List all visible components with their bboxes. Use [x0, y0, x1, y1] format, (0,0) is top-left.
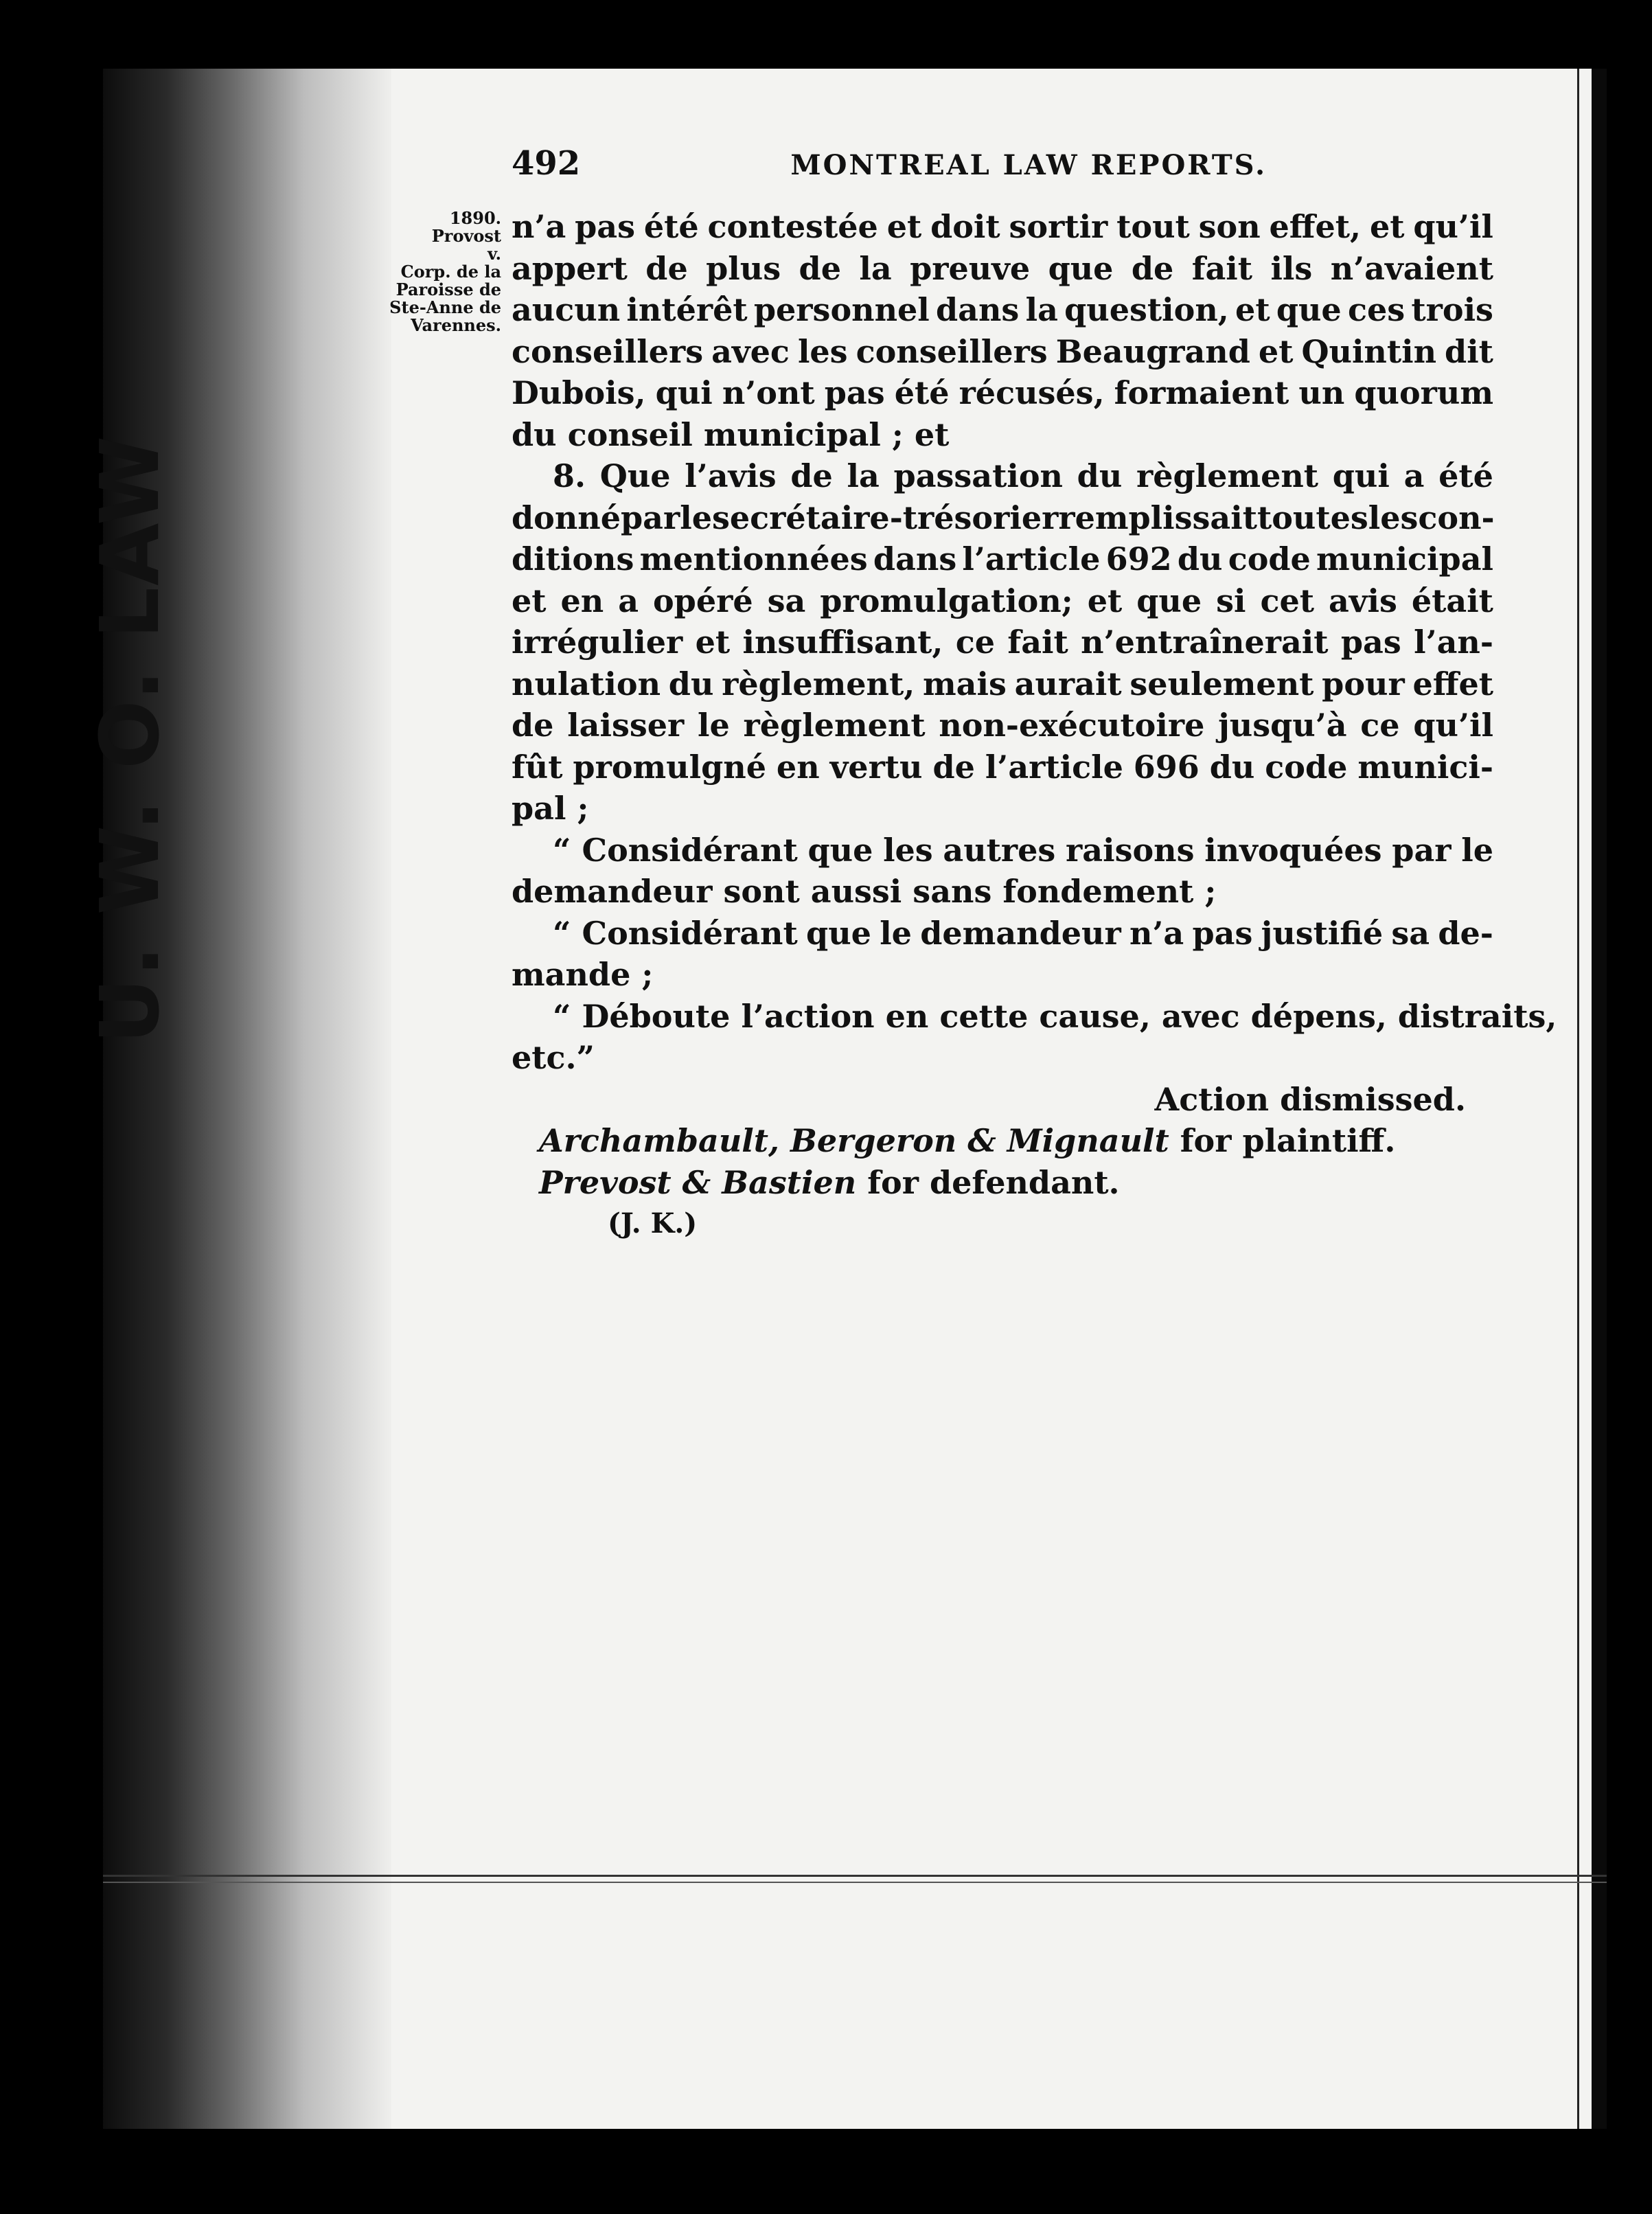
word: les: [883, 831, 933, 869]
margin-note-line: Paroisse de: [395, 279, 501, 299]
text-line: [512, 248, 1493, 290]
word: demandeur: [920, 914, 1121, 952]
word: du conseil municipal ; et: [512, 415, 950, 453]
word: formaient: [1114, 374, 1289, 411]
word: code: [1228, 540, 1311, 578]
text-line: [512, 1037, 1493, 1079]
word: fait: [1007, 624, 1068, 661]
word: avis: [1329, 582, 1397, 619]
result-text: Action dismissed.: [1154, 1080, 1466, 1118]
word: que: [1276, 291, 1342, 328]
word: et: [512, 582, 547, 619]
word: plus: [706, 249, 781, 287]
word: con-: [1418, 499, 1495, 536]
word: le: [680, 499, 712, 536]
word: règlement: [1136, 457, 1319, 494]
word: et: [1087, 582, 1123, 619]
word: irrégulier: [512, 624, 683, 661]
text-line: [512, 289, 1493, 331]
scan-artifact-rule: [103, 1875, 1607, 1877]
word: 8.: [553, 457, 586, 494]
word: dans: [936, 291, 1020, 328]
word: qu’il: [1413, 707, 1493, 744]
word: ditions: [512, 540, 634, 578]
word: munici-: [1357, 748, 1493, 786]
text-line: [512, 913, 1493, 955]
word: passation: [893, 457, 1063, 494]
margin-note-line: Ste-Anne de: [389, 297, 501, 317]
word: récusés,: [959, 374, 1105, 411]
word: conseillers: [856, 332, 1048, 370]
word: “ Considérant: [553, 914, 798, 952]
word: a: [618, 582, 639, 619]
word: du: [1209, 748, 1255, 786]
counsel-firm: Archambault, Bergeron & Mignault: [539, 1122, 1169, 1159]
text-line: [512, 621, 1493, 663]
word: toutes: [1257, 499, 1368, 536]
word: sa: [1391, 914, 1430, 952]
word: l’article: [985, 748, 1123, 786]
margin-note-line: Varennes.: [411, 315, 501, 335]
word: Beaugrand: [1055, 332, 1250, 370]
word: pas: [575, 208, 635, 245]
text-line: [512, 996, 1557, 1038]
text-line: [512, 538, 1493, 580]
word: par: [1392, 831, 1452, 869]
word: qui: [1332, 457, 1390, 494]
word: que: [807, 831, 873, 869]
word: fût: [512, 748, 563, 786]
word: Dubois,: [512, 374, 646, 411]
word: de: [790, 457, 833, 494]
result-line: [512, 1079, 1493, 1121]
word: preuve: [910, 249, 1031, 287]
page-number: 492: [512, 144, 581, 183]
word: conseillers: [512, 332, 704, 370]
text-line: [512, 746, 1493, 788]
word: ce: [955, 624, 996, 661]
word: pour: [1322, 665, 1405, 703]
word: doit: [930, 208, 1000, 245]
word: ces: [1347, 291, 1406, 328]
word: demandeur sont aussi sans fondement ;: [512, 873, 1217, 910]
word: n’avaient: [1330, 249, 1493, 287]
word: été: [894, 374, 950, 411]
word: dit: [1445, 332, 1493, 370]
word: était: [1411, 582, 1493, 619]
word: en: [776, 748, 820, 786]
word: raisons: [1066, 831, 1195, 869]
word: promulgné: [573, 748, 766, 786]
word: de: [932, 748, 975, 786]
word: tout: [1116, 208, 1190, 245]
word: aurait: [1014, 665, 1122, 703]
word: et: [695, 624, 731, 661]
word: le: [698, 707, 730, 744]
margin-note-line: v.: [487, 244, 501, 264]
word: et: [1258, 332, 1294, 370]
word: que: [1136, 582, 1202, 619]
word: et: [1369, 208, 1405, 245]
word: son: [1198, 208, 1261, 245]
word: que: [806, 914, 871, 952]
word: jusqu’à: [1218, 707, 1347, 744]
word: 692: [1105, 540, 1172, 578]
word: question,: [1064, 291, 1229, 328]
word: qu’il: [1413, 208, 1493, 245]
word: de: [799, 249, 841, 287]
word: n’ont: [722, 374, 815, 411]
word: du: [668, 665, 714, 703]
word: municipal: [1316, 540, 1493, 578]
word: qui: [655, 374, 713, 411]
margin-note-line: Corp. de la: [400, 262, 501, 282]
word: pas: [1340, 624, 1401, 661]
word: personnel: [753, 291, 930, 328]
word: de: [512, 707, 554, 744]
word: sa: [767, 582, 806, 619]
counsel-line: [512, 1120, 1493, 1162]
word: promulgation;: [820, 582, 1073, 619]
text-line: [512, 372, 1493, 414]
text-line: [512, 871, 1493, 913]
counsel-line: [512, 1162, 1493, 1204]
word: effet: [1412, 665, 1493, 703]
word: la: [847, 457, 880, 494]
margin-note-line: 1890.: [449, 208, 501, 228]
binding-gutter-shadow: [103, 69, 391, 2129]
word: mais: [923, 665, 1007, 703]
word: autres: [943, 831, 1056, 869]
word: laisser: [567, 707, 685, 744]
word: l’article: [962, 540, 1101, 578]
counsel-firm: Prevost & Bastien: [539, 1163, 857, 1201]
word: donné: [512, 499, 621, 536]
word: du: [1177, 540, 1223, 578]
word: que: [1048, 249, 1114, 287]
margin-note: [343, 209, 501, 334]
text-line: [512, 705, 1493, 746]
word: cet: [1260, 582, 1315, 619]
word: si: [1216, 582, 1246, 619]
word: opéré: [653, 582, 753, 619]
word: code: [1265, 748, 1348, 786]
word: règlement,: [722, 665, 915, 703]
word: insuffisant,: [742, 624, 943, 661]
word: ils: [1270, 249, 1313, 287]
word: mande ;: [512, 956, 654, 993]
margin-note-line: Provost: [431, 226, 501, 246]
word: du: [1077, 457, 1123, 494]
word: règlement: [743, 707, 926, 744]
word: par: [621, 499, 680, 536]
word: en: [560, 582, 604, 619]
word: le: [880, 914, 912, 952]
text-line: [512, 206, 1493, 248]
word: appert: [512, 249, 628, 287]
page-edge-shadow: [1592, 69, 1607, 2129]
word: sortir: [1009, 208, 1108, 245]
word: trois: [1411, 291, 1493, 328]
text-line: [512, 331, 1493, 373]
word: de: [1131, 249, 1174, 287]
journal-title: MONTREAL LAW REPORTS.: [790, 149, 1267, 181]
word: vertu: [829, 748, 923, 786]
word: n’entraînerait: [1081, 624, 1329, 661]
text-line: [512, 830, 1493, 871]
text-line: [512, 788, 1493, 830]
word: été: [643, 208, 699, 245]
word: l’avis: [685, 457, 777, 494]
text-line: [512, 663, 1493, 705]
word: justifié: [1261, 914, 1384, 952]
word: invoquées: [1204, 831, 1382, 869]
word: remplissait: [1058, 499, 1257, 536]
word: ce: [1360, 707, 1400, 744]
word: et: [886, 208, 922, 245]
text-line: [512, 414, 1493, 456]
library-stamp: U. W. O. LAW: [82, 434, 177, 1044]
word: pal ;: [512, 790, 589, 827]
word: les: [1368, 499, 1419, 536]
word: non-exécutoire: [939, 707, 1205, 744]
word: etc.”: [512, 1039, 595, 1076]
word: “ Déboute l’action en cette cause, avec dépens, distraits,: [553, 997, 1557, 1035]
word: pas: [1192, 914, 1253, 952]
word: la: [1025, 291, 1058, 328]
word: Que: [599, 457, 671, 494]
word: nulation: [512, 665, 661, 703]
word: n’a: [512, 208, 566, 245]
body-text: [512, 206, 1557, 1245]
word: pas: [824, 374, 885, 411]
word: dans: [873, 540, 957, 578]
word: aucun: [512, 291, 621, 328]
word: de-: [1438, 914, 1493, 952]
word: un: [1298, 374, 1345, 411]
counsel-role: for defendant.: [867, 1163, 1120, 1201]
word: le: [1461, 831, 1493, 869]
word: l’an-: [1414, 624, 1493, 661]
word: la: [859, 249, 892, 287]
scan-artifact-rule: [103, 1882, 1607, 1883]
word: été: [1438, 457, 1493, 494]
text-line: [512, 954, 1493, 996]
word: les: [797, 332, 848, 370]
running-head: [512, 144, 1493, 183]
word: fait: [1191, 249, 1253, 287]
counsel-role: for plaintiff.: [1180, 1122, 1396, 1159]
word: effet,: [1269, 208, 1362, 245]
word: n’a: [1129, 914, 1184, 952]
judgment-text: [512, 206, 1557, 1079]
text-line: [512, 497, 1493, 539]
word: “ Considérant: [553, 831, 798, 869]
page-edge-line: [1577, 69, 1579, 2129]
word: secrétaire-trésorier: [711, 499, 1059, 536]
word: contestée: [707, 208, 878, 245]
word: seulement: [1129, 665, 1314, 703]
word: mentionnées: [639, 540, 868, 578]
word: avec: [711, 332, 790, 370]
word: quorum: [1354, 374, 1493, 411]
word: et: [1235, 291, 1270, 328]
word: 696: [1133, 748, 1200, 786]
text-line: [512, 455, 1493, 497]
reporter-initials: (J. K.): [608, 1207, 698, 1240]
text-line: [512, 580, 1493, 622]
reporter-initials-line: [512, 1203, 1493, 1245]
word: intérêt: [626, 291, 748, 328]
word: de: [645, 249, 688, 287]
word: Quintin: [1301, 332, 1437, 370]
word: a: [1403, 457, 1425, 494]
